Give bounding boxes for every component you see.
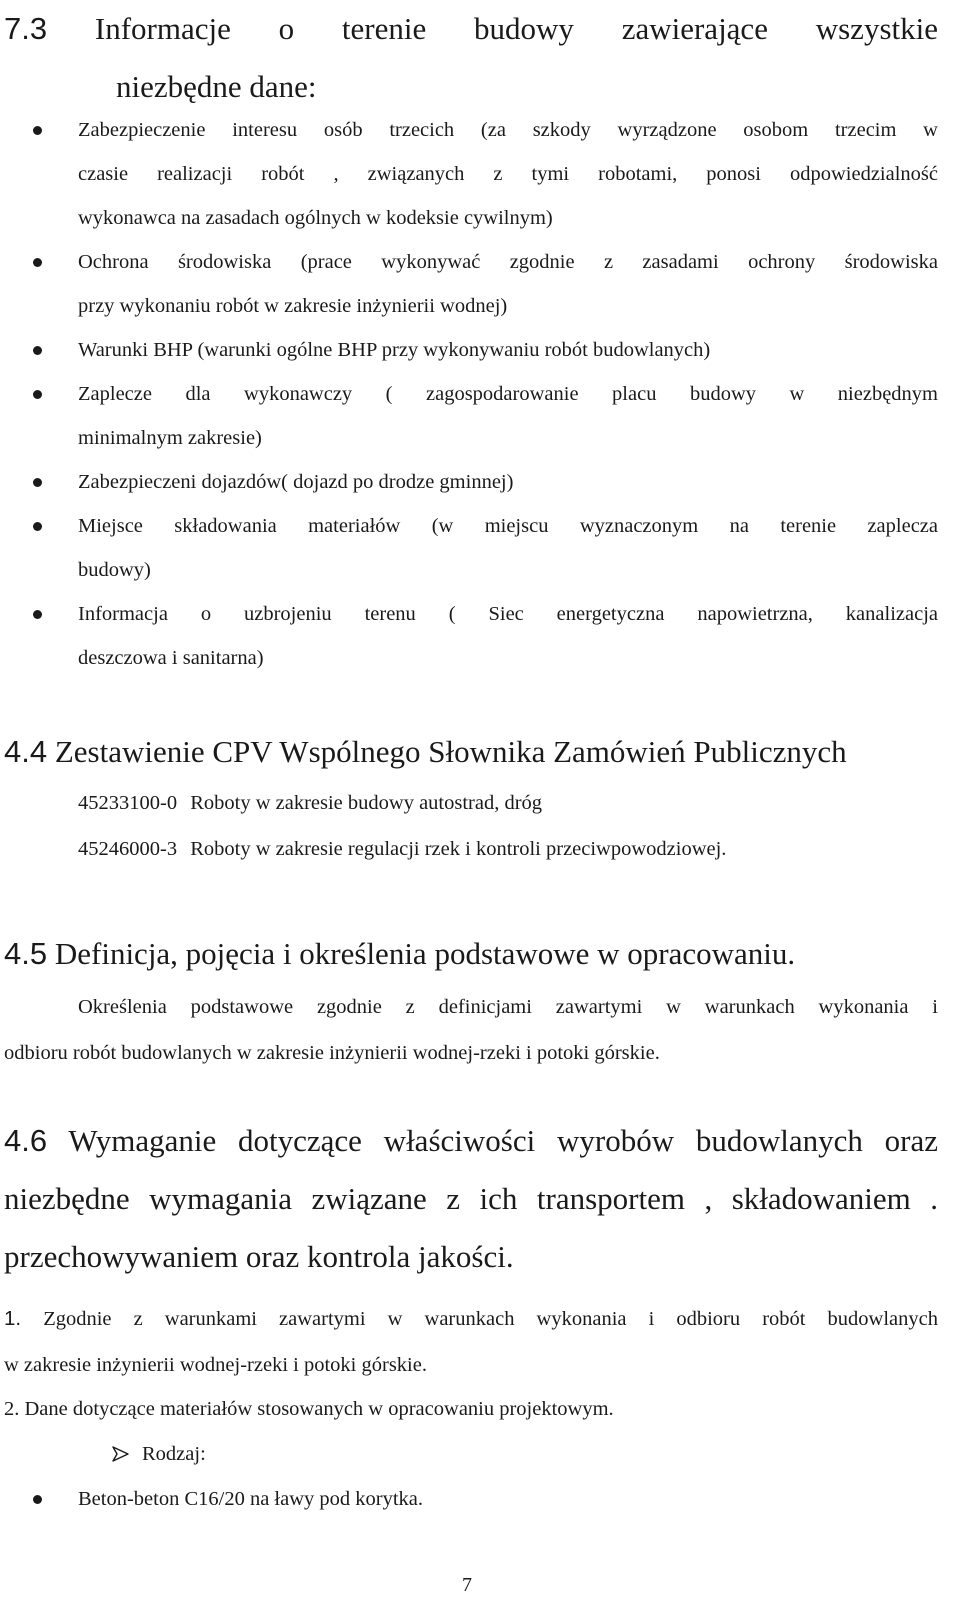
cpv-entry bbox=[78, 788, 542, 818]
sub-item-type bbox=[112, 1439, 206, 1469]
bullet-icon bbox=[33, 478, 42, 487]
section-title: Definicja, pojęcia i określenia podstawowe w opracowaniu. bbox=[54, 936, 796, 971]
section-title-line: niezbędne wymagania związane z ich transportem , składowaniem . bbox=[4, 1181, 938, 1216]
site-info-bullet-list bbox=[0, 108, 960, 680]
section-heading-4-6 bbox=[4, 1112, 938, 1286]
cpv-code: 45246000-3 bbox=[78, 838, 178, 860]
bullet-icon bbox=[33, 1495, 42, 1504]
item-number: 1. bbox=[4, 1307, 22, 1330]
arrow-bullet-icon bbox=[112, 1439, 142, 1469]
section-title-line: niezbędne dane: bbox=[116, 69, 317, 104]
page-number: 7 bbox=[462, 1574, 472, 1596]
list-item: Zabezpieczenie interesu osób trzecich (za szkody wyrządzone osobom trzecim w czasie realizacji robót , związanych z tymi robotami, ponosi odpowiedzialność wykonawca na zasadach ogólnych w kodeksie cywilnym) bbox=[0, 108, 938, 240]
section-title-line: przechowywaniem oraz kontrola jakości. bbox=[4, 1239, 514, 1274]
list-item: Zabezpieczeni dojazdów( dojazd po drodze gminnej) bbox=[0, 460, 938, 504]
sub-item-label: Rodzaj: bbox=[142, 1443, 206, 1465]
list-item: Miejsce składowania materiałów (w miejscu wyznaczonym na terenie zaplecza budowy) bbox=[0, 504, 938, 592]
list-item: Zaplecze dla wykonawczy ( zagospodarowanie placu budowy w niezbędnym minimalnym zakresie) bbox=[0, 372, 938, 460]
bullet-icon bbox=[33, 390, 42, 399]
numbered-item-1: 1. Zgodnie z warunkami zawartymi w warunkach wykonania i odbioru robót budowlanych w zakresie inżynierii wodnej-rzeki i potoki górskie. bbox=[4, 1307, 938, 1376]
section-number: 4.4 bbox=[4, 734, 48, 769]
bullet-icon bbox=[33, 522, 42, 531]
list-item: Informacja o uzbrojeniu terenu ( Siec energetyczna napowietrzna, kanalizacja deszczowa i sanitarna) bbox=[0, 592, 938, 680]
section-number: 7.3 bbox=[4, 11, 48, 46]
section-title-line: Informacje o terenie budowy zawierające wszystkie bbox=[94, 11, 938, 46]
definitions-paragraph: Określenia podstawowe zgodnie z definicjami zawartymi w warunkach wykonania i odbioru robót budowlanych w zakresie inżynierii wodnej-rzeki i potoki górskie. bbox=[4, 996, 938, 1064]
section-heading-7-3 bbox=[4, 0, 938, 116]
cpv-code: 45233100-0 bbox=[78, 792, 178, 814]
bullet-icon bbox=[33, 346, 42, 355]
section-title: Zestawienie CPV Wspólnego Słownika Zamówień Publicznych bbox=[54, 734, 847, 769]
cpv-description: Roboty w zakresie budowy autostrad, dróg bbox=[190, 792, 543, 814]
numbered-item-2: 2. Dane dotyczące materiałów stosowanych w opracowaniu projektowym. bbox=[4, 1398, 614, 1420]
list-item: Beton-beton C16/20 na ławy pod korytka. bbox=[78, 1484, 423, 1514]
bullet-icon bbox=[33, 126, 42, 135]
bullet-icon bbox=[33, 258, 42, 267]
list-item: Ochrona środowiska (prace wykonywać zgodnie z zasadami ochrony środowiska przy wykonaniu robót w zakresie inżynierii wodnej) bbox=[0, 240, 938, 328]
section-heading-4-5 bbox=[4, 925, 795, 983]
cpv-description: Roboty w zakresie regulacji rzek i kontroli przeciwpowodziowej. bbox=[190, 838, 727, 860]
section-number: 4.5 bbox=[4, 936, 48, 971]
section-title-line: Wymaganie dotyczące właściwości wyrobów budowlanych oraz bbox=[68, 1123, 938, 1158]
bullet-icon bbox=[33, 610, 42, 619]
section-heading-4-4 bbox=[4, 723, 847, 781]
section-number: 4.6 bbox=[4, 1123, 48, 1158]
list-item: Warunki BHP (warunki ogólne BHP przy wykonywaniu robót budowlanych) bbox=[0, 328, 938, 372]
cpv-entry bbox=[78, 834, 726, 864]
